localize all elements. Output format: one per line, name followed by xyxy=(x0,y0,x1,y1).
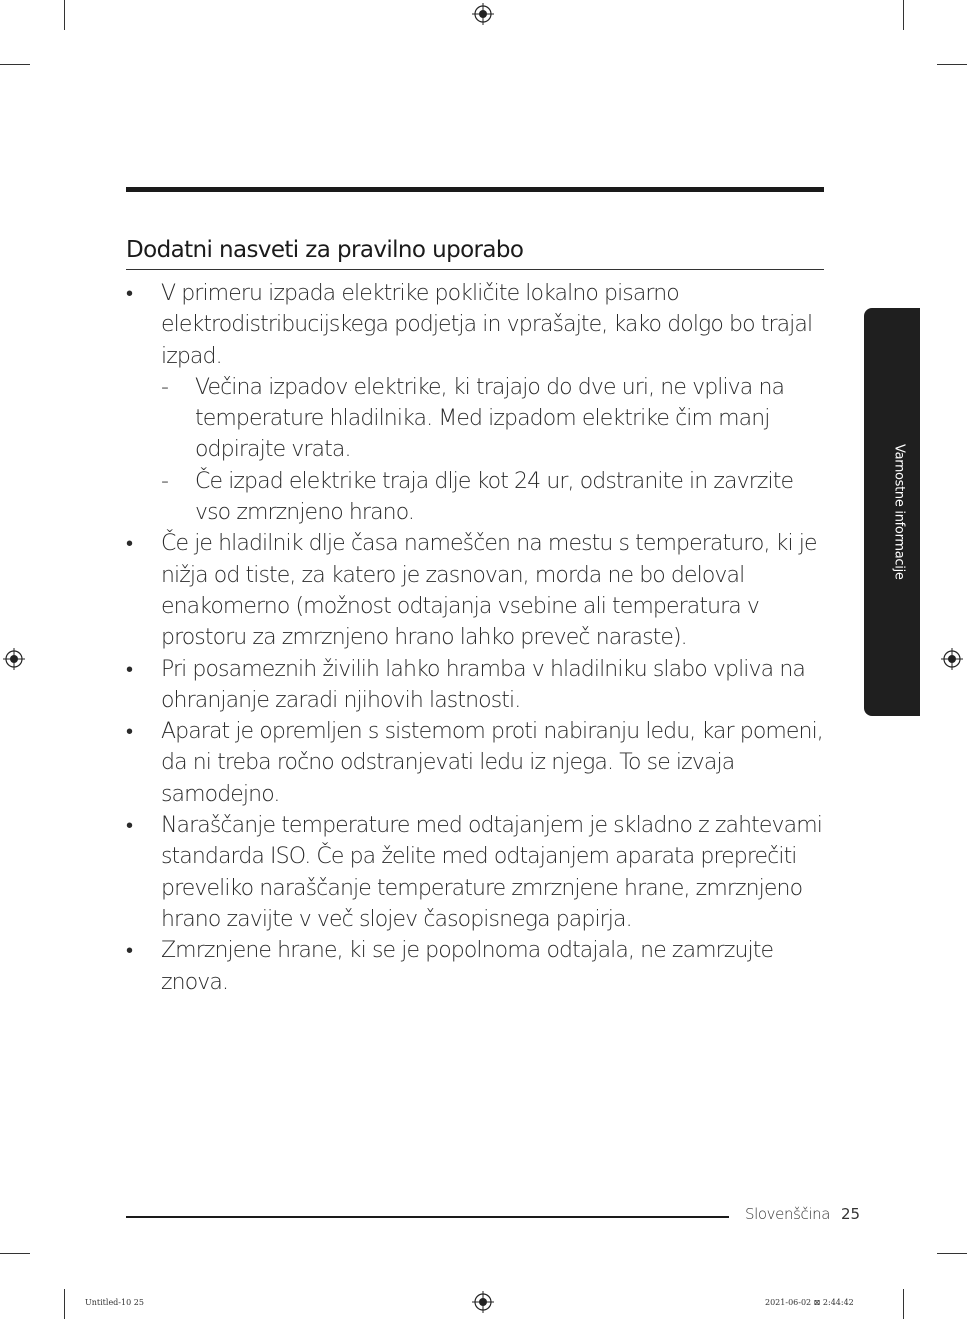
crop-mark xyxy=(937,1253,967,1254)
bullet-icon: • xyxy=(126,656,133,681)
dash-icon: - xyxy=(161,468,169,494)
bullet-icon: • xyxy=(126,813,133,838)
crop-mark xyxy=(903,0,904,30)
bullet-icon: • xyxy=(126,531,133,556)
crop-mark xyxy=(937,64,967,65)
sub-list-item-text: Če izpad elektrike traja dlje kot 24 ur, odstranite in zavrzite vso zmrznjeno hrano. xyxy=(195,468,794,526)
side-tab-label-wrap xyxy=(864,308,920,716)
page-number: 25 xyxy=(841,1205,861,1223)
registration-mark-icon xyxy=(472,1291,494,1313)
side-tab-label: Varnostne informacije xyxy=(891,444,907,580)
list-item xyxy=(126,278,824,528)
section-title: Dodatni nasveti za pravilno uporabo xyxy=(126,234,824,270)
print-slug-datetime: 2021-06-02 ⊠ 2:44:42 xyxy=(765,1298,854,1307)
list-item-text: Naraščanje temperature med odtajanjem je skladno z zahtevami standarda ISO. Če pa želite med odtajanjem aparata preprečiti preveliko naraščanje temperature zmrznjene hrane, zmrznjeno hrano zavijte v več slojev časopisnega papirja. xyxy=(161,813,822,932)
bullet-icon: • xyxy=(126,938,133,963)
print-slug-file: Untitled-10 25 xyxy=(85,1298,144,1307)
crop-mark xyxy=(0,1253,30,1254)
list-item xyxy=(126,716,824,810)
top-rule xyxy=(126,187,824,192)
list-item-text: Aparat je opremljen s sistemom proti nabiranju ledu, kar pomeni, da ni treba ročno odstranjevati ledu iz njega. To se izvaja samodejno. xyxy=(161,719,823,807)
list-item-text: Če je hladilnik dlje časa nameščen na mestu s temperaturo, ki je nižja od tiste, za katero je zasnovan, morda ne bo deloval enakomerno (možnost odtajanja vsebine ali temperatura v prostoru za zmrznjeno hrano lahko preveč naraste). xyxy=(161,531,817,651)
crop-mark xyxy=(0,64,30,65)
footer-language: Slovenščina xyxy=(745,1205,831,1223)
list-item-text: Zmrznjene hrane, ki se je popolnoma odtajala, ne zamrzujte znova. xyxy=(161,938,774,995)
registration-mark-icon xyxy=(941,648,963,670)
crop-mark xyxy=(903,1289,904,1319)
footer-rule xyxy=(126,1216,729,1218)
tips-list xyxy=(126,278,824,998)
list-item xyxy=(126,810,824,935)
bullet-icon: • xyxy=(126,281,133,305)
list-item-text: Pri posameznih živilih lahko hramba v hladilniku slabo vpliva na ohranjanje zaradi njihovih lastnosti. xyxy=(161,656,805,713)
list-item xyxy=(126,935,824,998)
crop-mark xyxy=(64,1289,65,1319)
sub-list-item xyxy=(161,372,824,466)
sub-list-item xyxy=(161,466,824,529)
crop-mark xyxy=(64,0,65,30)
list-item xyxy=(126,528,824,653)
registration-mark-icon xyxy=(472,3,494,25)
bullet-icon: • xyxy=(126,719,133,744)
list-item xyxy=(126,654,824,717)
sub-list-item-text: Večina izpadov elektrike, ki trajajo do dve uri, ne vpliva na temperature hladilnika. Med izpadom elektrike čim manj odpirajte vrata. xyxy=(195,374,785,463)
registration-mark-icon xyxy=(3,648,25,670)
list-item-text: V primeru izpada elektrike pokličite lokalno pisarno elektrodistribucijskega podjetja in vprašajte, kako dolgo bo trajal izpad. xyxy=(161,281,813,369)
dash-icon: - xyxy=(161,374,169,400)
